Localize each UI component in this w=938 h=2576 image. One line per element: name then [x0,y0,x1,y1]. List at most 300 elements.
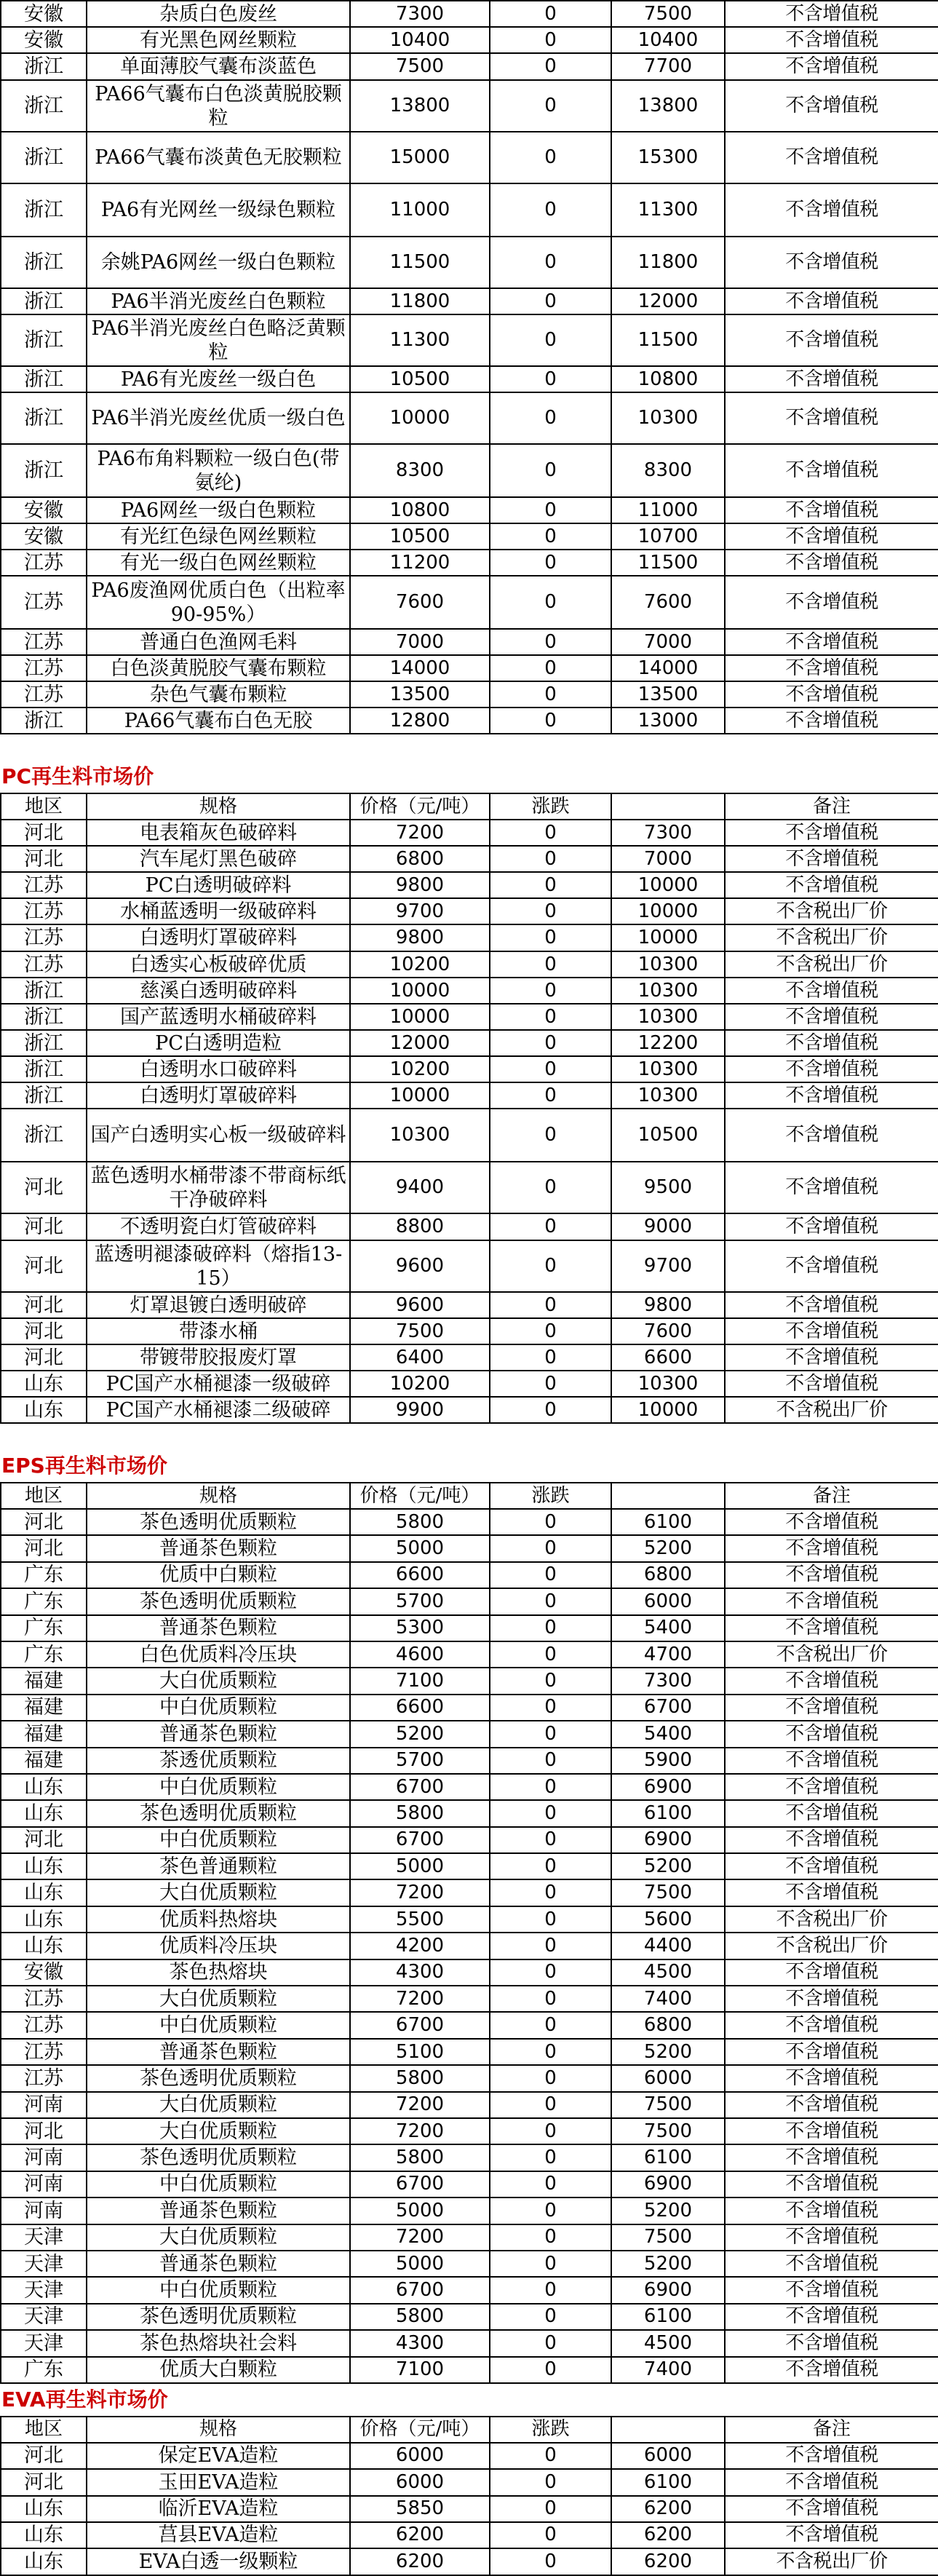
cell-change: 0 [490,2144,611,2171]
cell-price-high: 11300 [611,183,725,237]
cell-spec: 普通茶色颗粒 [87,1615,350,1641]
cell-note: 不含增值税 [725,1109,938,1162]
table-row [1,2118,938,2144]
cell-price: 13800 [350,80,490,132]
cell-spec: 白色淡黄脱胶气囊布颗粒 [87,655,350,681]
cell-spec: 国产蓝透明水桶破碎料 [87,1004,350,1030]
cell-note: 不含增值税 [725,80,938,132]
cell-price-high: 4500 [611,2330,725,2356]
cell-spec: 茶色普通颗粒 [87,1853,350,1879]
cell-change: 0 [490,655,611,681]
cell-price: 5000 [350,1853,490,1879]
cell-region: 广东 [1,1615,87,1641]
cell-change: 0 [490,2496,611,2522]
cell-spec: 茶色热熔块社会料 [87,2330,350,2356]
cell-price: 12800 [350,708,490,734]
table-row [1,288,938,314]
table-row [1,1933,938,1959]
cell-note: 不含税出厂价 [725,2548,938,2575]
cell-note: 不含增值税 [725,288,938,314]
cell-spec: 普通白色渔网毛料 [87,629,350,655]
cell-price: 10400 [350,27,490,53]
cell-price: 6200 [350,2522,490,2548]
cell-change: 0 [490,1668,611,1694]
cell-region: 安徽 [1,1,87,27]
cell-price-high: 7300 [611,820,725,846]
cell-spec: 优质中白颗粒 [87,1562,350,1588]
cell-price: 9700 [350,898,490,924]
table-row [1,1,938,27]
cell-spec: PA66气囊布白色淡黄脱胶颗粒 [87,80,350,132]
cell-region: 天津 [1,2330,87,2356]
cell-change: 0 [490,1986,611,2012]
cell-price-high: 10000 [611,1397,725,1423]
cell-note: 不含增值税 [725,1774,938,1800]
cell-change: 0 [490,1641,611,1668]
cell-note: 不含增值税 [725,1535,938,1561]
cell-price: 6200 [350,2548,490,2575]
cell-price: 5000 [350,1535,490,1561]
cell-note: 不含增值税 [725,1800,938,1826]
cell-price: 7200 [350,820,490,846]
cell-change: 0 [490,1959,611,1986]
cell-change: 0 [490,576,611,629]
cell-note: 不含增值税 [725,1668,938,1694]
table-row [1,576,938,629]
cell-note: 不含增值税 [725,1509,938,1535]
cell-change: 0 [490,2443,611,2469]
table-row [1,1800,938,1826]
table-row [1,1986,938,2012]
cell-region: 河北 [1,820,87,846]
table-row [1,1344,938,1371]
cell-note: 不含增值税 [725,978,938,1004]
cell-note: 不含增值税 [725,2012,938,2038]
header-spec: 规格 [87,1483,350,1509]
cell-price: 4600 [350,1641,490,1668]
cell-price-high: 7400 [611,2357,725,2383]
cell-region: 河北 [1,1292,87,1318]
cell-note: 不含增值税 [725,1562,938,1588]
cell-note: 不含税出厂价 [725,1933,938,1959]
cell-price: 6700 [350,1827,490,1853]
table-row [1,872,938,898]
cell-price: 10200 [350,1371,490,1397]
cell-price-high: 14000 [611,655,725,681]
cell-price-high: 6100 [611,1800,725,1826]
cell-region: 天津 [1,2251,87,2277]
cell-price-high: 9800 [611,1292,725,1318]
cell-change: 0 [490,1800,611,1826]
cell-change: 0 [490,2357,611,2383]
cell-spec: PA6半消光废丝白色略泛黄颗粒 [87,314,350,366]
cell-spec: 杂色气囊布颗粒 [87,681,350,708]
cell-change: 0 [490,132,611,183]
table-row [1,1371,938,1397]
table-row [1,1615,938,1641]
cell-region: 河北 [1,1509,87,1535]
cell-region: 山东 [1,1800,87,1826]
cell-price-high: 10300 [611,978,725,1004]
cell-price-high: 7500 [611,1,725,27]
cell-price-high: 6200 [611,2548,725,2575]
cell-note: 不含增值税 [725,1056,938,1082]
cell-change: 0 [490,2012,611,2038]
cell-note: 不含增值税 [725,2039,938,2065]
cell-price-high: 6900 [611,2277,725,2303]
cell-note: 不含增值税 [725,53,938,80]
table-row [1,1109,938,1162]
cell-spec: 优质大白颗粒 [87,2357,350,2383]
cell-region: 山东 [1,1906,87,1933]
cell-region: 浙江 [1,1030,87,1056]
cell-price: 10500 [350,523,490,550]
cell-spec: PA6网丝一级白色颗粒 [87,497,350,523]
cell-change: 0 [490,2092,611,2118]
cell-note: 不含增值税 [725,1615,938,1641]
cell-spec: 大白优质颗粒 [87,1668,350,1694]
eps-price-table [0,1482,938,2384]
cell-note: 不含税出厂价 [725,1906,938,1933]
pa-price-table [0,0,938,734]
cell-price: 10300 [350,1109,490,1162]
cell-region: 河北 [1,2469,87,2496]
cell-region: 江苏 [1,1986,87,2012]
cell-note: 不含增值税 [725,2330,938,2356]
cell-price-high: 7700 [611,53,725,80]
cell-change: 0 [490,2330,611,2356]
cell-spec: EVA白透一级颗粒 [87,2548,350,2575]
cell-note: 不含增值税 [725,1959,938,1986]
cell-region: 河北 [1,846,87,872]
cell-region: 天津 [1,2224,87,2251]
cell-spec: 有光一级白色网丝颗粒 [87,550,350,576]
cell-price-high: 10300 [611,1371,725,1397]
cell-spec: 大白优质颗粒 [87,1879,350,1906]
table-row [1,27,938,53]
cell-change: 0 [490,2251,611,2277]
cell-region: 江苏 [1,898,87,924]
table-row [1,1721,938,1747]
cell-region: 山东 [1,1879,87,1906]
table-row [1,2277,938,2303]
cell-change: 0 [490,951,611,978]
cell-price: 10200 [350,951,490,978]
cell-spec: 汽车尾灯黑色破碎 [87,846,350,872]
cell-change: 0 [490,1213,611,1240]
table-row [1,183,938,237]
cell-price-high: 10700 [611,523,725,550]
cell-change: 0 [490,366,611,392]
cell-price-high: 7000 [611,629,725,655]
header-price-high [611,793,725,820]
cell-spec: 中白优质颗粒 [87,1827,350,1853]
header-region: 地区 [1,1483,87,1509]
cell-price: 10500 [350,366,490,392]
table-row [1,629,938,655]
table-row [1,1774,938,1800]
cell-spec: 茶色透明优质颗粒 [87,2144,350,2171]
cell-spec: 茶色透明优质颗粒 [87,1800,350,1826]
cell-price: 15000 [350,132,490,183]
cell-note: 不含增值税 [725,1082,938,1109]
table-row [1,80,938,132]
cell-change: 0 [490,1827,611,1853]
table-row [1,2092,938,2118]
table-row [1,2224,938,2251]
cell-note: 不含增值税 [725,1030,938,1056]
cell-spec: 单面薄胶气囊布淡蓝色 [87,53,350,80]
cell-price: 6000 [350,2443,490,2469]
table-row [1,132,938,183]
cell-price: 9800 [350,872,490,898]
cell-note: 不含增值税 [725,872,938,898]
cell-change: 0 [490,27,611,53]
header-spec: 规格 [87,2417,350,2443]
cell-change: 0 [490,1056,611,1082]
cell-price: 9600 [350,1292,490,1318]
cell-spec: PA6半消光废丝优质一级白色 [87,392,350,444]
table-row [1,2171,938,2197]
cell-region: 浙江 [1,53,87,80]
cell-change: 0 [490,1397,611,1423]
cell-note: 不含增值税 [725,314,938,366]
cell-change: 0 [490,1535,611,1561]
cell-note: 不含增值税 [725,1588,938,1614]
cell-price-high: 5200 [611,2251,725,2277]
cell-spec: 茶色透明优质颗粒 [87,1509,350,1535]
cell-spec: 临沂EVA造粒 [87,2496,350,2522]
cell-price-high: 6200 [611,2522,725,2548]
header-change: 涨跌 [490,1483,611,1509]
cell-price-high: 13000 [611,708,725,734]
table-row [1,1240,938,1292]
table-row [1,1082,938,1109]
cell-note: 不含增值税 [725,523,938,550]
cell-price-high: 6100 [611,2144,725,2171]
cell-note: 不含增值税 [725,1318,938,1344]
cell-region: 浙江 [1,288,87,314]
cell-change: 0 [490,523,611,550]
cell-note: 不含增值税 [725,1695,938,1721]
cell-price: 9800 [350,924,490,951]
table-row [1,1668,938,1694]
cell-price-high: 11000 [611,497,725,523]
cell-price: 10200 [350,1056,490,1082]
cell-spec: 白透明灯罩破碎料 [87,1082,350,1109]
table-row [1,1906,938,1933]
cell-region: 广东 [1,2357,87,2383]
cell-price-high: 10300 [611,1082,725,1109]
cell-price: 7100 [350,1668,490,1694]
cell-region: 浙江 [1,132,87,183]
cell-spec: 有光黑色网丝颗粒 [87,27,350,53]
cell-note: 不含增值税 [725,1853,938,1879]
cell-price: 10000 [350,392,490,444]
cell-region: 山东 [1,2548,87,2575]
cell-price: 6800 [350,846,490,872]
table-row [1,2522,938,2548]
cell-spec: PA6有光网丝一级绿色颗粒 [87,183,350,237]
cell-note: 不含增值税 [725,2443,938,2469]
cell-price-high: 5400 [611,1721,725,1747]
eva-price-table [0,2416,938,2576]
cell-region: 天津 [1,2304,87,2330]
cell-price-high: 6900 [611,1827,725,1853]
cell-note: 不含增值税 [725,2522,938,2548]
cell-price-high: 5400 [611,1615,725,1641]
table-row [1,1213,938,1240]
cell-price: 7600 [350,576,490,629]
table-row [1,1748,938,1774]
cell-note: 不含增值税 [725,1240,938,1292]
cell-price: 12000 [350,1030,490,1056]
cell-price-high: 10300 [611,392,725,444]
cell-price: 6000 [350,2469,490,2496]
cell-region: 福建 [1,1695,87,1721]
cell-price: 10000 [350,978,490,1004]
cell-spec: PA66气囊布淡黄色无胶颗粒 [87,132,350,183]
cell-spec: 国产白透明实心板一级破碎料 [87,1109,350,1162]
cell-region: 浙江 [1,237,87,288]
cell-change: 0 [490,2065,611,2091]
header-spec: 规格 [87,793,350,820]
pc-section-title: PC再生料市场价 [1,764,154,788]
cell-note: 不含增值税 [725,2469,938,2496]
cell-spec: 茶色热熔块 [87,1959,350,1986]
eps-section-title: EPS再生料市场价 [1,1454,167,1478]
cell-change: 0 [490,924,611,951]
cell-price: 7100 [350,2357,490,2383]
cell-price: 7500 [350,1318,490,1344]
cell-region: 福建 [1,1668,87,1694]
cell-spec: PC白透明破碎料 [87,872,350,898]
cell-region: 浙江 [1,1004,87,1030]
cell-price-high: 8300 [611,444,725,497]
cell-change: 0 [490,2548,611,2575]
cell-price: 6700 [350,2277,490,2303]
pa-section [0,0,938,734]
cell-change: 0 [490,2197,611,2224]
cell-price: 5500 [350,1906,490,1933]
cell-note: 不含增值税 [725,820,938,846]
table-header-row [1,2417,938,2443]
eps-section [0,1424,938,2384]
table-row [1,1004,938,1030]
cell-price-high: 7000 [611,846,725,872]
table-row [1,392,938,444]
cell-region: 山东 [1,1397,87,1423]
cell-region: 江苏 [1,2065,87,2091]
cell-price-high: 10400 [611,27,725,53]
cell-change: 0 [490,1292,611,1318]
cell-price-high: 11500 [611,550,725,576]
cell-price: 7200 [350,2224,490,2251]
cell-spec: 中白优质颗粒 [87,2171,350,2197]
cell-price-high: 10000 [611,898,725,924]
cell-spec: 余姚PA6网丝一级白色颗粒 [87,237,350,288]
cell-region: 江苏 [1,550,87,576]
cell-note: 不含增值税 [725,366,938,392]
table-row [1,2443,938,2469]
table-row [1,2251,938,2277]
cell-region: 江苏 [1,576,87,629]
cell-note: 不含增值税 [725,2197,938,2224]
cell-note: 不含增值税 [725,27,938,53]
cell-change: 0 [490,1082,611,1109]
cell-spec: 普通茶色颗粒 [87,1535,350,1561]
cell-note: 不含增值税 [725,1292,938,1318]
cell-price-high: 6100 [611,2469,725,2496]
cell-spec: 蓝色透明水桶带漆不带商标纸干净破碎料 [87,1162,350,1213]
cell-region: 浙江 [1,183,87,237]
cell-region: 江苏 [1,655,87,681]
cell-region: 江苏 [1,629,87,655]
table-row [1,655,938,681]
table-row [1,2065,938,2091]
cell-price: 6700 [350,2171,490,2197]
cell-spec: 普通茶色颗粒 [87,2039,350,2065]
cell-spec: PA6废渔网优质白色（出粒率90-95%） [87,576,350,629]
cell-price-high: 6100 [611,2304,725,2330]
cell-spec: 电表箱灰色破碎料 [87,820,350,846]
cell-price: 9900 [350,1397,490,1423]
cell-note: 不含增值税 [725,183,938,237]
cell-region: 浙江 [1,1082,87,1109]
table-row [1,1588,938,1614]
table-row [1,951,938,978]
cell-spec: 优质料冷压块 [87,1933,350,1959]
cell-spec: 带漆水桶 [87,1318,350,1344]
table-row [1,366,938,392]
cell-price-high: 13800 [611,80,725,132]
header-price: 价格（元/吨） [350,793,490,820]
cell-spec: 灯罩退镀白透明破碎 [87,1292,350,1318]
cell-region: 广东 [1,1588,87,1614]
table-row [1,1397,938,1423]
cell-price-high: 10000 [611,924,725,951]
cell-change: 0 [490,1004,611,1030]
cell-price: 5850 [350,2496,490,2522]
cell-region: 浙江 [1,1109,87,1162]
cell-price-high: 6100 [611,1509,725,1535]
pc-price-table [0,793,938,1424]
cell-spec: PC白透明造粒 [87,1030,350,1056]
cell-change: 0 [490,2469,611,2496]
cell-change: 0 [490,1,611,27]
cell-region: 江苏 [1,2039,87,2065]
header-region: 地区 [1,793,87,820]
cell-change: 0 [490,314,611,366]
cell-price-high: 6000 [611,2065,725,2091]
cell-region: 河南 [1,2144,87,2171]
cell-price-high: 5200 [611,1535,725,1561]
table-row [1,1535,938,1561]
cell-spec: 普通茶色颗粒 [87,2251,350,2277]
cell-change: 0 [490,1906,611,1933]
cell-price-high: 6700 [611,1695,725,1721]
cell-change: 0 [490,392,611,444]
cell-price: 9600 [350,1240,490,1292]
cell-price: 11200 [350,550,490,576]
cell-note: 不含增值税 [725,1004,938,1030]
cell-spec: PA66气囊布白色无胶 [87,708,350,734]
table-row [1,2039,938,2065]
cell-spec: 白色优质料冷压块 [87,1641,350,1668]
table-row [1,1827,938,1853]
cell-region: 河北 [1,2118,87,2144]
cell-region: 广东 [1,1641,87,1668]
